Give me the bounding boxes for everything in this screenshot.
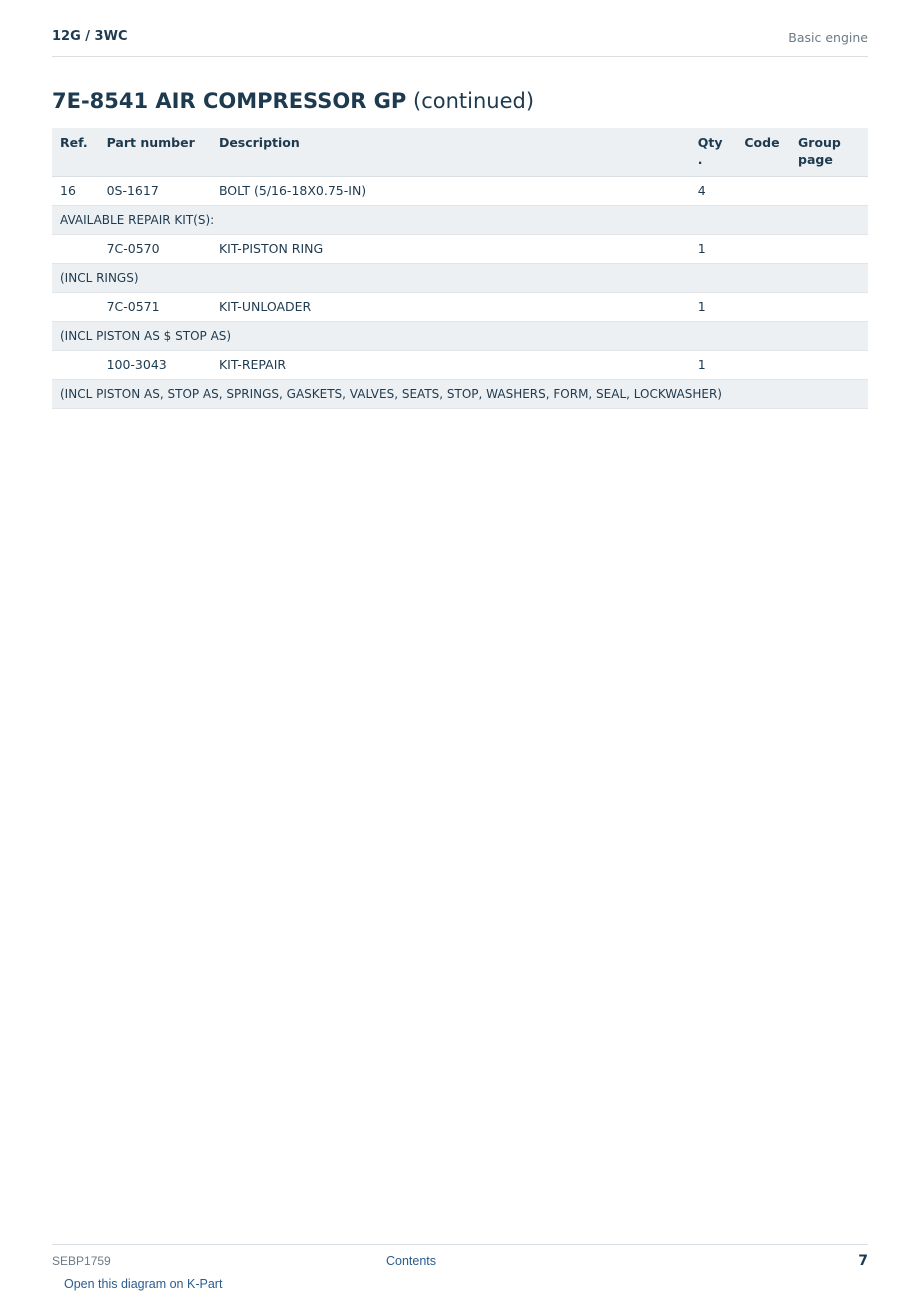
cell-group-page [790,293,868,322]
page-number: 7 [858,1253,868,1269]
cell-description: KIT-REPAIR [211,351,690,380]
cell-code [736,235,790,264]
contents-link[interactable]: Contents [386,1254,437,1268]
cell-group-page [790,351,868,380]
header-group-line2: page [798,152,833,167]
cell-note: AVAILABLE REPAIR KIT(S): [52,206,868,235]
cell-code [736,177,790,206]
cell-note: (INCL RINGS) [52,264,868,293]
header-group-page [790,128,868,177]
page-title-suffix: (continued) [413,89,535,113]
page-title-main: 7E-8541 AIR COMPRESSOR GP [52,89,407,113]
cell-code [736,293,790,322]
cell-part-number: 0S-1617 [99,177,211,206]
page-header [52,0,868,57]
kpart-diagram-link[interactable]: Open this diagram on K-Part [64,1277,223,1291]
table-row [52,351,868,380]
cell-qty: 4 [690,177,737,206]
cell-note: (INCL PISTON AS $ STOP AS) [52,322,868,351]
cell-part-number: 7C-0570 [99,235,211,264]
cell-part-number: 100-3043 [99,351,211,380]
cell-part-number: 7C-0571 [99,293,211,322]
parts-table-header-row [52,128,868,177]
header-qty-line1: Qty [697,135,723,150]
cell-description: KIT-PISTON RING [211,235,690,264]
cell-qty: 1 [690,293,737,322]
table-note-row [52,322,868,351]
table-row [52,293,868,322]
cell-qty: 1 [690,351,737,380]
table-note-row [52,264,868,293]
cell-note: (INCL PISTON AS, STOP AS, SPRINGS, GASKETS, VALVES, SEATS, STOP, WASHERS, FORM, SEAL, LOCKWASHER) [52,380,868,409]
cell-group-page [790,235,868,264]
header-description: Description [211,128,690,177]
model-label: 12G / 3WC [52,29,128,44]
cell-ref [52,235,99,264]
header-qty [690,128,737,177]
cell-ref [52,351,99,380]
header-part-number: Part number [99,128,211,177]
cell-qty: 1 [690,235,737,264]
cell-group-page [790,177,868,206]
cell-description: KIT-UNLOADER [211,293,690,322]
table-row [52,177,868,206]
page-footer [52,1244,868,1301]
header-code: Code [736,128,790,177]
document-id: SEBP1759 [52,1254,111,1268]
header-ref: Ref. [52,128,99,177]
cell-code [736,351,790,380]
section-label: Basic engine [788,30,868,45]
table-row [52,235,868,264]
header-group-line1: Group [798,135,841,150]
parts-table [52,128,868,409]
page-title [52,89,534,113]
table-note-row [52,206,868,235]
header-qty-line2: . [697,152,703,167]
table-note-row [52,380,868,409]
cell-ref: 16 [52,177,99,206]
cell-ref [52,293,99,322]
cell-description: BOLT (5/16-18X0.75-IN) [211,177,690,206]
